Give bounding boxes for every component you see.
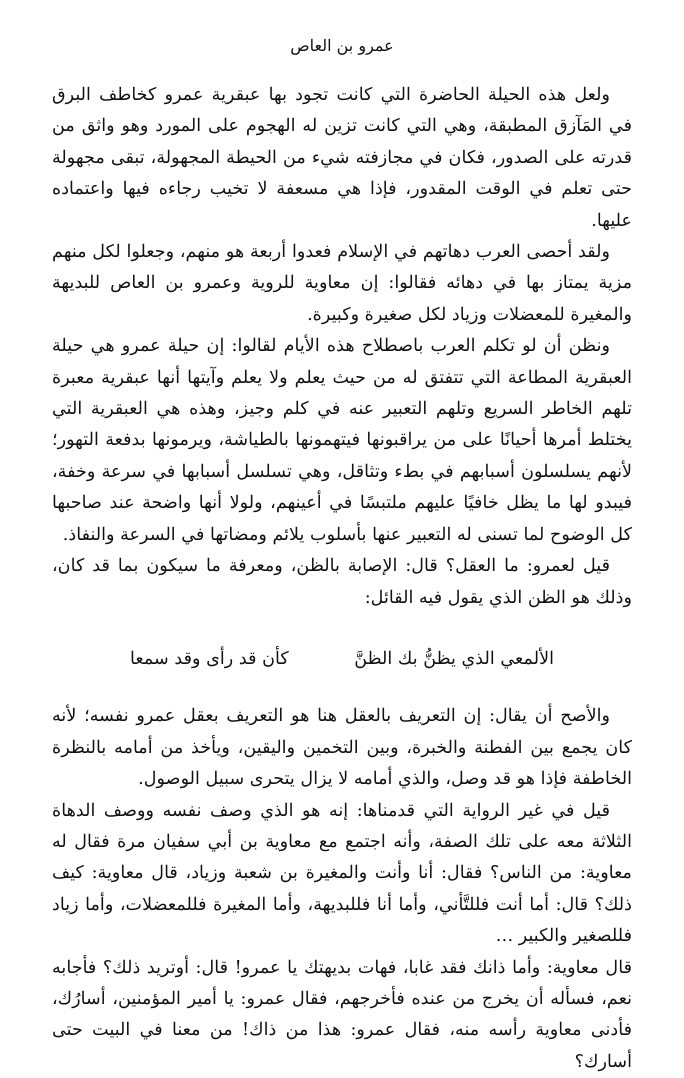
paragraph: ولعل هذه الحيلة الحاضرة التي كانت تجود بها عبقرية عمرو كخاطف البرق في المَآزق المطبقة، وهي التي كانت تزين له الهجوم على المورد وهو واثق من قدرته على الصدور، فكان في مجازفته شيء من الحيطة المجهولة، تبقى مجهولة حتى تعلم في الوقت المقدور، فإذا هي مسعفة لا تخيب رجاءه فيها واعتماده عليها. (52, 85, 632, 231)
paragraph: قيل في غير الرواية التي قدمناها: إنه هو الذي وصف نفسه ووصف الدهاة الثلاثة معه على تلك الصفة، وأنه اجتمع مع معاوية بن أبي سفيان مرة فقال له معاوية: من الناس؟ فقال: أنا وأنت والمغيرة بن شعبة وزياد، قال معاوية: كيف ذلك؟ قال: أما أنت فللتَّأني، وأما أنا فللبديهة، وأما المغيرة فللمعضلات، وأما زياد فللصغير والكبير … (52, 800, 632, 947)
paragraph: قيل لعمرو: ما العقل؟ قال: الإصابة بالظن، ومعرفة ما سيكون بما قد كان، وذلك هو الظن الذي يقول فيه القائل: (52, 556, 632, 608)
verse-first-hemistich: الألمعي الذي يظنُّ بك الظنَّ (354, 648, 554, 669)
body-text (52, 80, 632, 1078)
running-head: عمرو بن العاص (290, 36, 394, 55)
verse-second-hemistich: كأن قد رأى وقد سمعا (130, 648, 289, 669)
paragraph: والأصح أن يقال: إن التعريف بالعقل هنا هو التعريف بعقل عمرو نفسه؛ لأنه كان يجمع بين الفطنة والخبرة، وبين التخمين واليقين، ويأخذ من أمامه بالنظرة الخاطفة فإذا هو قد وصل، والذي أمامه لا يزال يتحرى سبيل الوصول. (52, 706, 632, 790)
paragraph: قال معاوية: وأما ذانك فقد غابا، فهات بديهتك يا عمرو! قال: أوتريد ذلك؟ فأجابه نعم، فسأله أن يخرج من عنده فأخرجهم، فقال عمرو: يا أمير المؤمنين، أسارُك، فأدنى معاوية رأسه منه، فقال عمرو: هذا من ذاك! من معنا في البيت حتى أسارك؟ (52, 957, 632, 1072)
poem-verse (52, 614, 632, 701)
paragraph: ولقد أحصى العرب دهاتهم في الإسلام فعدوا أربعة هو منهم، وجعلوا لكل منهم مزية يمتاز بها في دهائه فقالوا: إن معاوية للروية وعمرو بن العاص للبديهة والمغيرة للمعضلات وزياد لكل صغيرة وكبيرة. (52, 242, 632, 325)
paragraph: ونظن أن لو تكلم العرب باصطلاح هذه الأيام لقالوا: إن حيلة عمرو هي حيلة العبقرية المطاعة التي تتفتق له من حيث يعلم ولا يعلم وآيتها أنها عبقرية معبرة تلهم الخاطر السريع وتلهم التعبير عنه في كلم وجيز، وهذه هي العبقرية التي يختلط أمرها أحيانًا على من يراقبونها فيتهمونها بالطياشة، ويرمونها بدفعة التهور؛ لأنهم يسلسلون أسبابهم في بطء وتثاقل، وهي تسلسل أسبابها في سرعة وخفة، فيبدو لها ما يظل خافيًا عليهم ملتبسًا في أعينهم، ولولا أنها واضحة عند صاحبها كل الوضوح لما تسنى له التعبير عنها بأسلوب يلائم ومضاتها في السرعة والنفاذ. (52, 336, 632, 545)
